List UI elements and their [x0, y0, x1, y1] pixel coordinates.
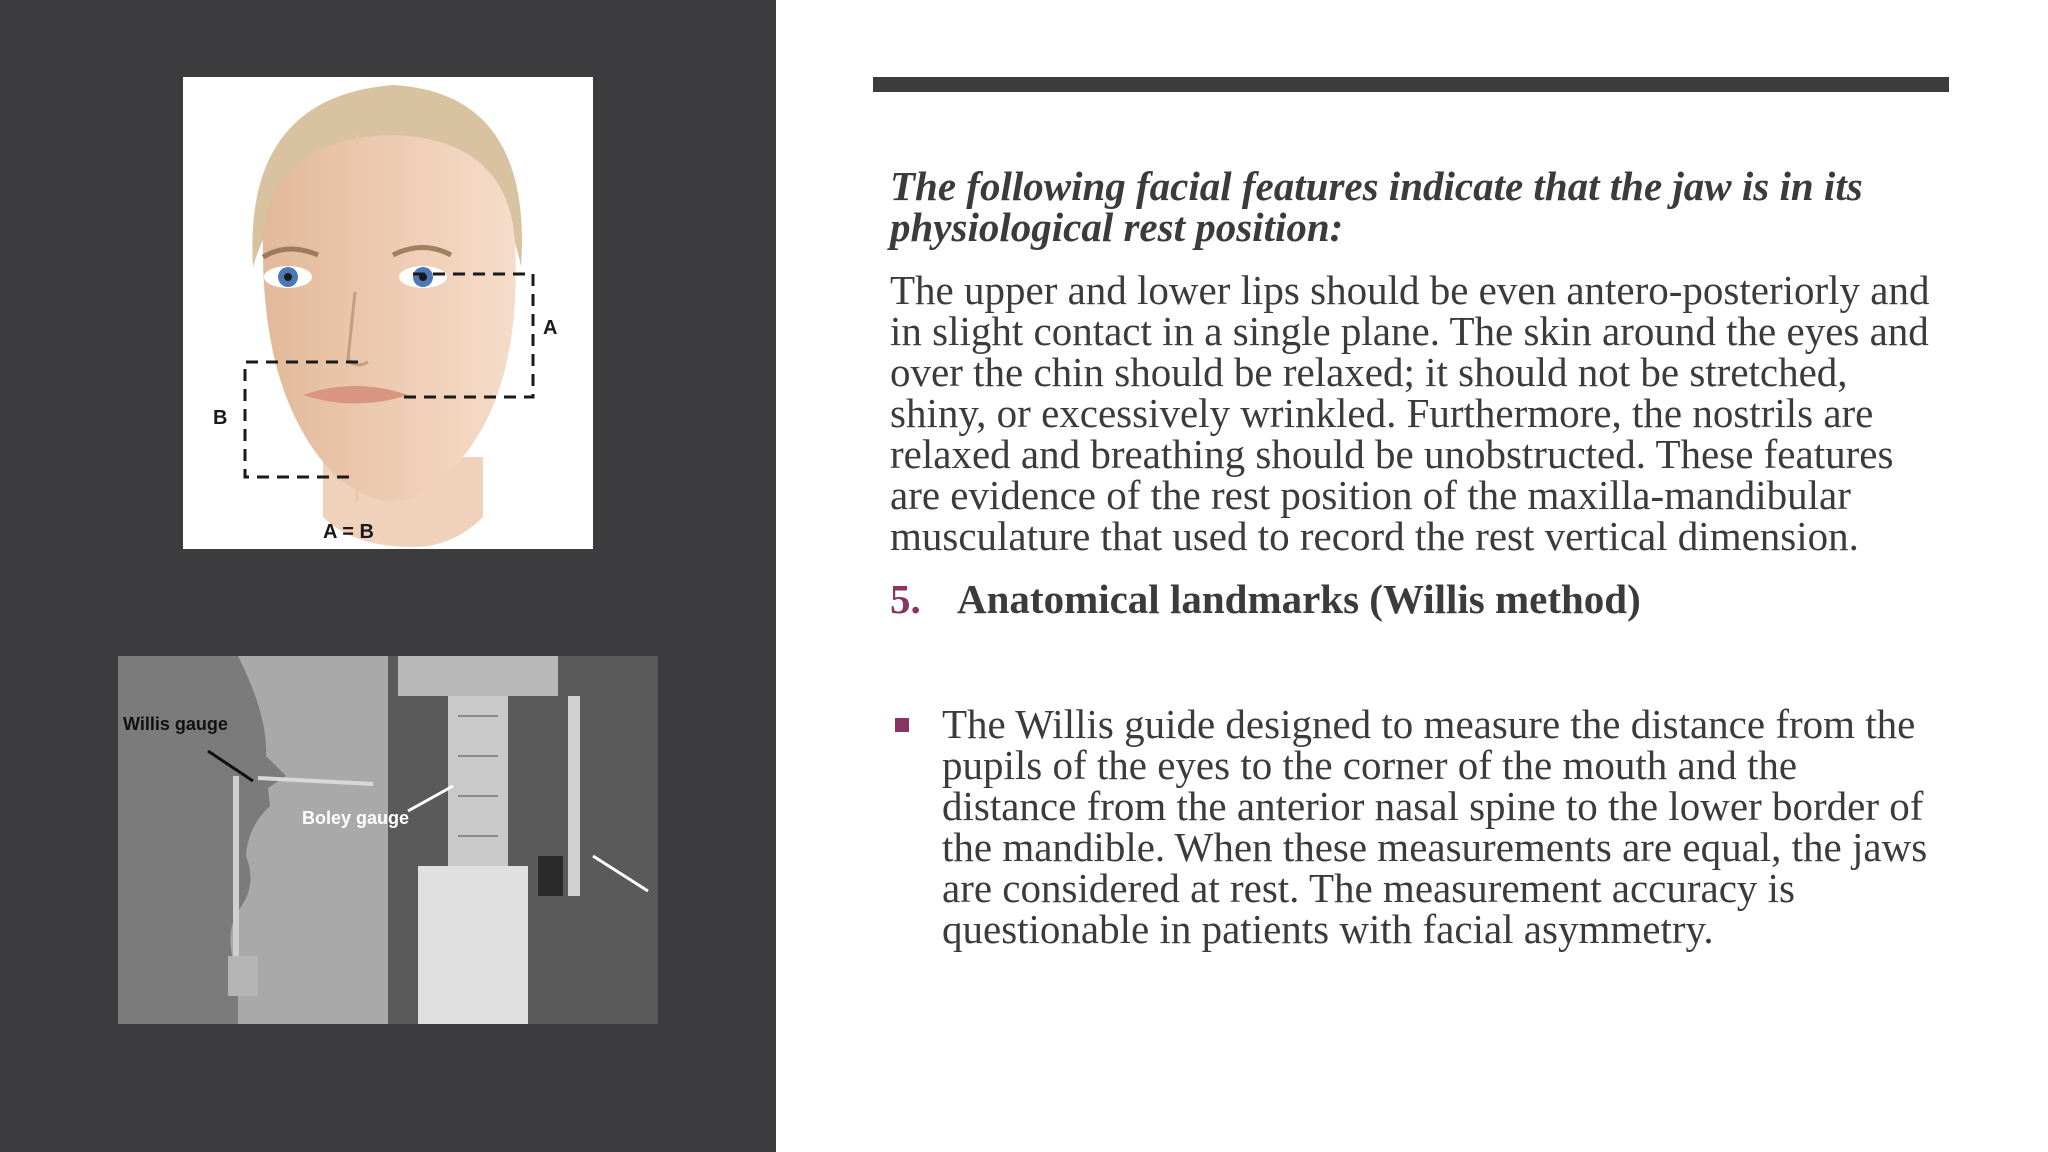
face-shape — [263, 135, 516, 502]
willis-gauge-image — [118, 656, 658, 1024]
heading-text: Anatomical landmarks (Willis method) — [957, 576, 1641, 622]
face-illustration — [183, 77, 593, 549]
label-b: B — [213, 407, 228, 429]
left-image-panel — [0, 0, 776, 1152]
heading-number: 5. — [890, 576, 921, 622]
title-rule — [873, 77, 1949, 92]
face-caption: A = B — [323, 521, 374, 543]
lead-statement: The following facial features indicate that the jaw is in its physiological rest position: — [890, 163, 1863, 250]
slide-content — [890, 163, 1930, 952]
gauge-illustration — [118, 656, 658, 1024]
boley-gauge-label: Boley gauge — [302, 808, 410, 828]
bullet-item — [890, 701, 1930, 952]
label-a: A — [543, 317, 558, 339]
bullet-text: The Willis guide designed to measure the distance from the pupils of the eyes to the corner of the mouth and the distance from the anterior nasal spine to the lower border of the mandible. When these measurements are equal, the jaws are considered at rest. The measurement accuracy is questionable in patients with facial asymmetry. — [942, 701, 1928, 952]
left-pupil — [284, 273, 292, 281]
square-bullet-icon — [895, 718, 909, 732]
willis-gauge-label: Willis gauge — [123, 714, 228, 734]
section-heading — [890, 576, 1930, 622]
rest-position-paragraph: The upper and lower lips should be even antero-posteriorly and in slight contact in a single plane. The skin around the eyes and over the chin should be relaxed; it should not be stretched, shiny, or excessively wrinkled. Furthermore, the nostrils are relaxed and breathing should be unobstructed. These features are evidence of the rest position of the maxilla-mandibular musculature that used to record the rest vertical dimension. — [890, 267, 1930, 559]
face-proportion-image — [183, 77, 593, 549]
